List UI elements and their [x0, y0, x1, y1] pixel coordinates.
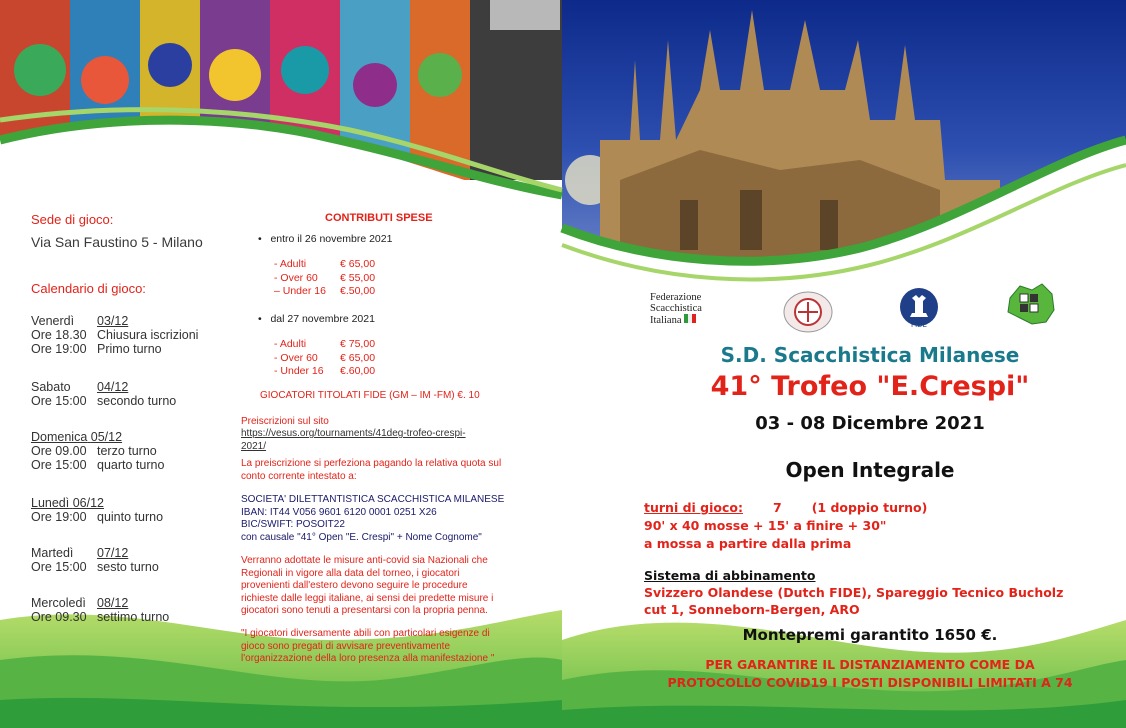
club-crest-icon — [782, 290, 834, 334]
bank-details: SOCIETA' DILETTANTISTICA SCACCHISTICA MILANESE IBAN: IT44 V056 9601 6120 0001 0251 X26 BIC/SWIFT: POSOIT22 con causale "41° Open "E. Crespi" + Nome Cognome" — [241, 494, 505, 543]
disability-note: "I giocatori diversamente abili con particolari esigenze di gioco sono pregati di avvisare preventivamente l'organizzazione della loro presenza alla manifestazione " — [241, 628, 495, 664]
lombardy-map-icon — [1002, 280, 1058, 326]
event-title: 41° Trofeo "E.Crespi" — [710, 371, 1030, 402]
rounds-info: turni di gioco: 7 (1 doppio turno) 90' x 40 mosse + 15' a finire + 30" a mossa a partire dalla prima — [644, 500, 928, 551]
fees-title: CONTRIBUTI SPESE — [325, 212, 433, 224]
prize-fund: Montepremi garantito 1650 €. — [742, 626, 998, 644]
registration-note: La preiscrizione si perfeziona pagando la relativa quota sul conto corrente intestato a: — [241, 458, 502, 482]
fees-period2: • dal 27 novembre 2021 — [258, 313, 375, 325]
fide-logo-icon — [890, 287, 948, 329]
fees-titled: GIOCATORI TITOLATI FIDE (GM – IM -FM) €. 10 — [260, 390, 480, 401]
event-type: Open Integrale — [785, 458, 955, 482]
venue-label: Sede di gioco: — [31, 212, 114, 227]
capacity-warning: PER GARANTIRE IL DISTANZIAMENTO COME DA PROTOCOLLO COVID19 I POSTI DISPONIBILI LIMITATI A 74 — [667, 657, 1073, 690]
calendar-day: Domenica 05/12 Ore 09.00 terzo turno Ore 15:00 quarto turno — [31, 430, 165, 472]
event-dates: 03 - 08 Dicembre 2021 — [755, 413, 985, 434]
calendar-list — [31, 314, 231, 646]
venue-address: Via San Faustino 5 - Milano — [31, 234, 203, 250]
covid-note: Verranno adottate le misure anti-covid sia Nazionali che Regionali in vigore alla data del torneo, i giocatori provenienti dall'estero devono seguire le procedure richieste dalle leggi italiane, ai sensi dei predette misure i giocatori sono tenuti a presentarsi con la propria penna. — [241, 555, 494, 616]
calendar-day: Sabato 04/12 Ore 15:00 secondo turno — [31, 380, 177, 408]
calendar-label: Calendario di gioco: — [31, 281, 146, 296]
svg-text:FIDE: FIDE — [911, 321, 927, 329]
fees-list-1: - Adulti € 65,00 - Over 60 € 55,00 – Under 16 €.50,00 — [274, 258, 376, 297]
registration-link[interactable]: https://vesus.org/tournaments/41deg-trofeo-crespi- 2021/ — [241, 428, 466, 452]
registration-pre: Preiscrizioni sul sito — [241, 416, 329, 427]
club-name: S.D. Scacchistica Milanese — [720, 343, 1020, 367]
fsi-logo: Federazione Scacchistica Italiana — [650, 292, 702, 326]
fees-period1: • entro il 26 novembre 2021 — [258, 233, 393, 245]
calendar-day: Martedì 07/12 Ore 15:00 sesto turno — [31, 546, 159, 574]
fees-list-2: - Adulti € 75,00 - Over 60 € 65,00 - Under 16 €.60,00 — [274, 338, 376, 377]
calendar-day: Venerdì 03/12 Ore 18.30 Chiusura iscrizioni Ore 19:00 Primo turno — [31, 314, 199, 356]
pairing-info: Sistema di abbinamento Svizzero Olandese (Dutch FIDE), Spareggio Tecnico Bucholz cut 1, Sonneborn-Bergen, ARO — [644, 568, 1064, 617]
calendar-day: Mercoledì 08/12 Ore 09.30 settimo turno — [31, 596, 170, 624]
calendar-day: Lunedì 06/12 Ore 19:00 quinto turno — [31, 496, 164, 524]
